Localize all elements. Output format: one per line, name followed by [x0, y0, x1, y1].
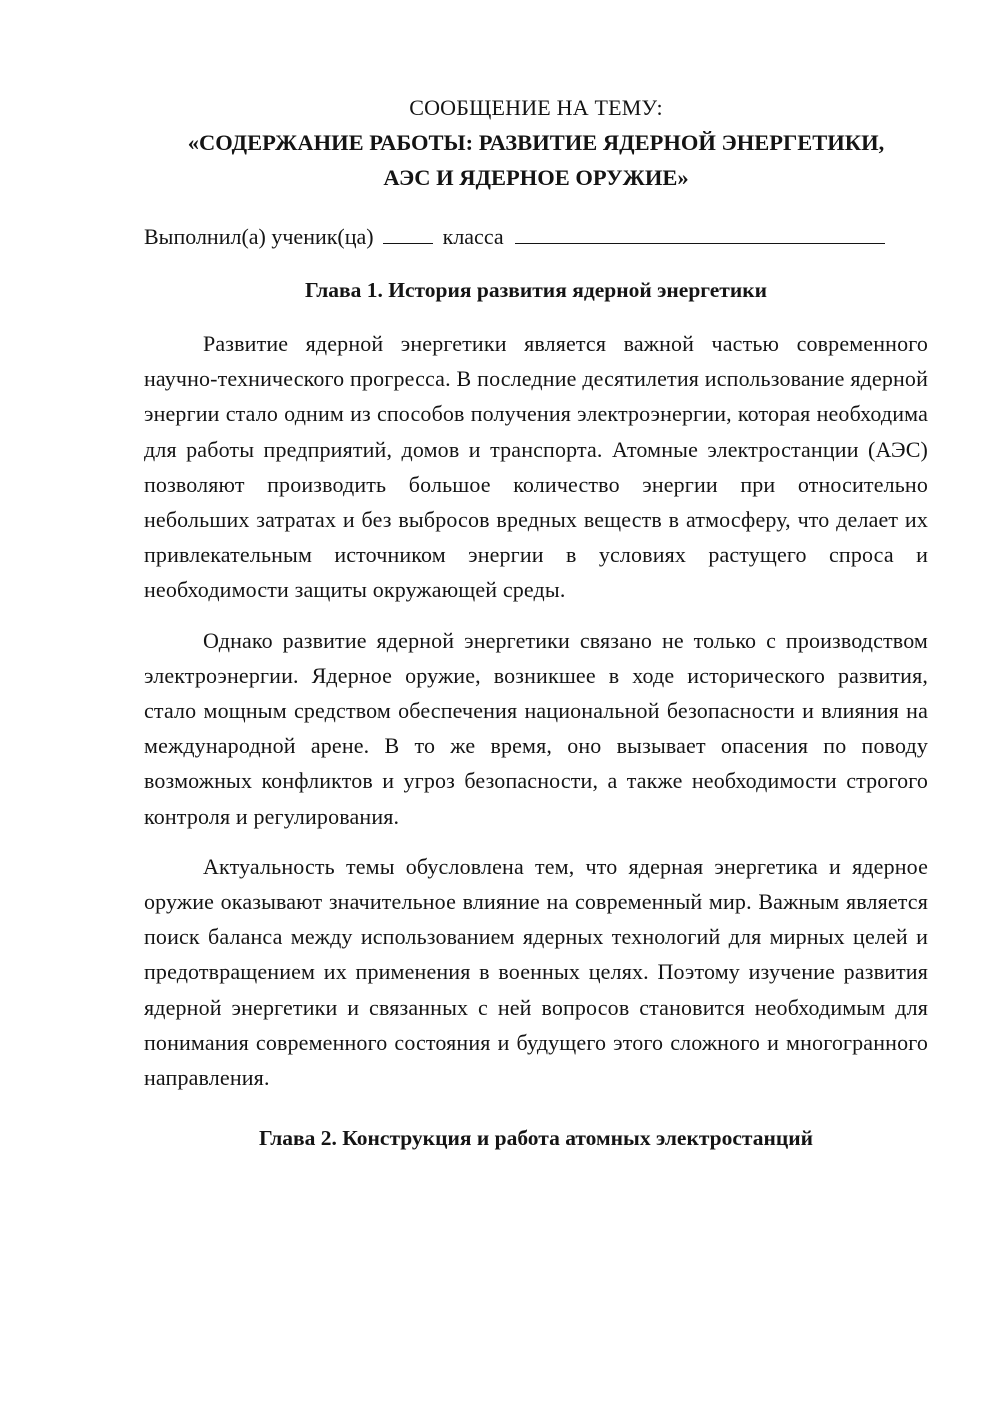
- paragraph-3: Актуальность темы обусловлена тем, что ядерная энергетика и ядерное оружие оказывают значительное влияние на современный мир. Важным является поиск баланса между использованием ядерных технологий для мирных целей и предотвращением их применения в военных целях. Поэтому изучение развития ядерной энергетики и связанных с ней вопросов становится необходимым для понимания современного состояния и будущего этого сложного и многогранного направления.: [144, 853, 928, 1091]
- class-label: класса: [442, 224, 504, 249]
- document-title-line-1: «СОДЕРЖАНИЕ РАБОТЫ: РАЗВИТИЕ ЯДЕРНОЙ ЭНЕРГЕТИКИ,: [187, 130, 885, 155]
- paragraph-1: Развитие ядерной энергетики является важной частью современного научно-технического прогресса. В последние десятилетия использование ядерной энергии стало одним из способов получения электроэнергии, которая необходима для работы предприятий, домов и транспорта. Атомные электростанции (АЭС) позволяют производить большое количество энергии при относительно небольших затратах и без выбросов вредных веществ в атмосферу, что делает их привлекательным источником энергии в условиях растущего спроса и необходимости защиты окружающей среды.: [144, 331, 928, 603]
- student-info-line: [144, 219, 928, 254]
- chapter-2-title: Глава 2. Конструкция и работа атомных электростанций: [258, 1126, 814, 1151]
- document-content: [144, 90, 928, 1156]
- class-blank-field: [383, 219, 433, 244]
- student-label: Выполнил(а) ученик(ца): [144, 224, 374, 249]
- chapter-1-title: Глава 1. История развития ядерной энергетики: [304, 278, 768, 302]
- name-blank-field: [515, 219, 885, 244]
- document-title-line-2: АЭС И ЯДЕРНОЕ ОРУЖИЕ»: [383, 165, 689, 190]
- document-heading-label: СООБЩЕНИЕ НА ТЕМУ:: [409, 95, 663, 120]
- paragraph-2: Однако развитие ядерной энергетики связано не только с производством электроэнергии. Ядерное оружие, возникшее в ходе исторического развития, стало мощным средством обеспечения национальной безопасности и влияния на международной арене. В то же время, оно вызывает опасения по поводу возможных конфликтов и угроз безопасности, а также необходимости строгого контроля и регулирования.: [144, 627, 928, 829]
